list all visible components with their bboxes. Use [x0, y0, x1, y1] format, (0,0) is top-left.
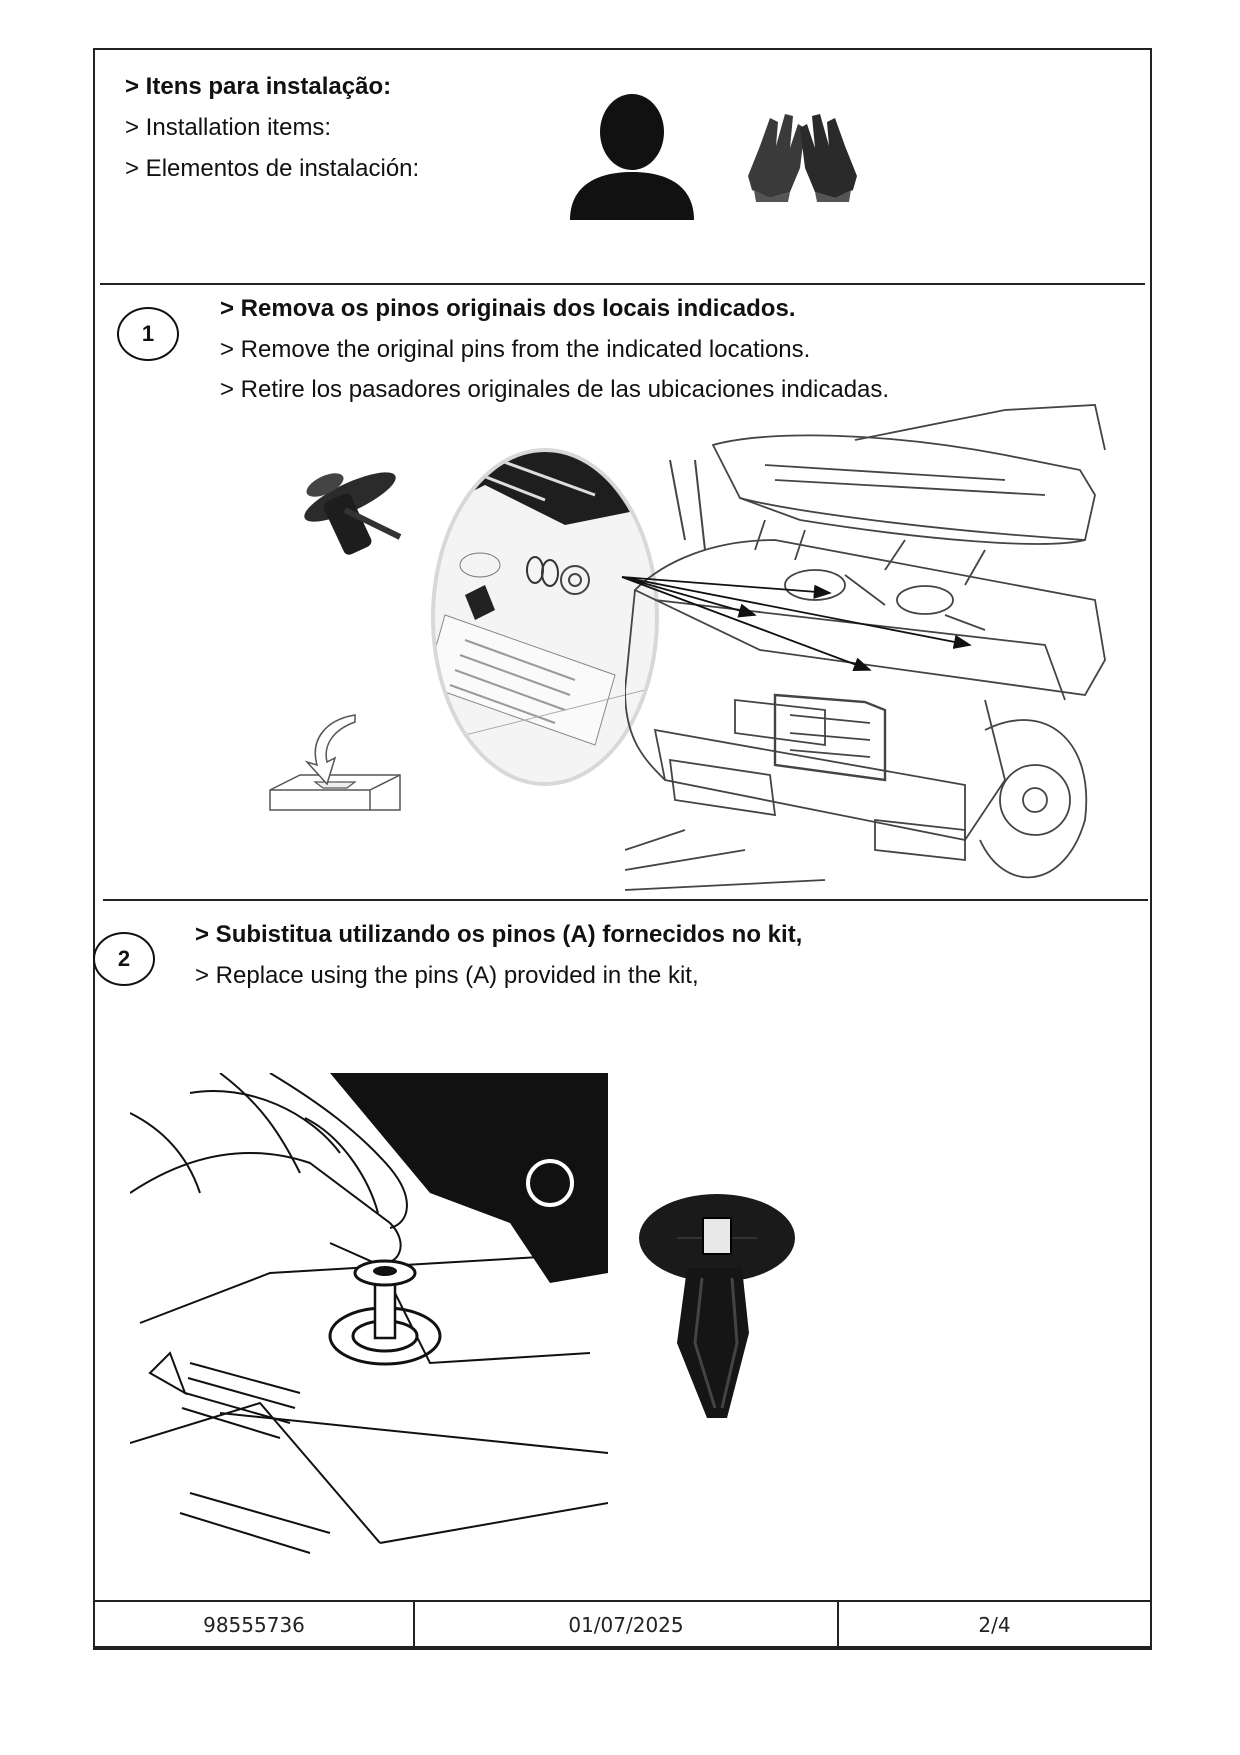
section-divider-2	[103, 899, 1148, 901]
items-title-es: > Elementos de instalación:	[125, 155, 420, 182]
step-2-text-en: > Replace using the pins (A) provided in the kit,	[195, 962, 699, 989]
step-1-text-pt: > Remova os pinos originais dos locais indicados.	[220, 295, 796, 322]
original-pin-image	[275, 455, 415, 565]
step-1-text-en: > Remove the original pins from the indicated locations.	[220, 336, 811, 363]
footer-page-number: 2/4	[837, 1602, 1150, 1648]
step-2-badge: 2	[93, 932, 155, 986]
person-icon	[565, 92, 700, 222]
footer-date: 01/07/2025	[413, 1602, 837, 1648]
items-title-en: > Installation items:	[125, 114, 332, 141]
step-1-text-es: > Retire los pasadores originales de las ubicaciones indicadas.	[220, 376, 890, 403]
pin-insertion-illustration	[130, 1073, 608, 1570]
footer-part-number: 98555736	[203, 1613, 305, 1637]
discard-tray-icon	[265, 710, 405, 820]
step-2-text-pt: > Subistitua utilizando os pinos (A) fornecidos no kit,	[195, 921, 803, 948]
step-1-badge: 1	[117, 307, 179, 361]
location-arrows	[620, 565, 980, 685]
kit-pin-a-image	[637, 1193, 797, 1428]
document-footer	[93, 1600, 1152, 1650]
section-divider-1	[100, 283, 1145, 285]
items-title-pt: > Itens para instalação:	[125, 73, 392, 100]
gloves-icon	[740, 106, 865, 206]
